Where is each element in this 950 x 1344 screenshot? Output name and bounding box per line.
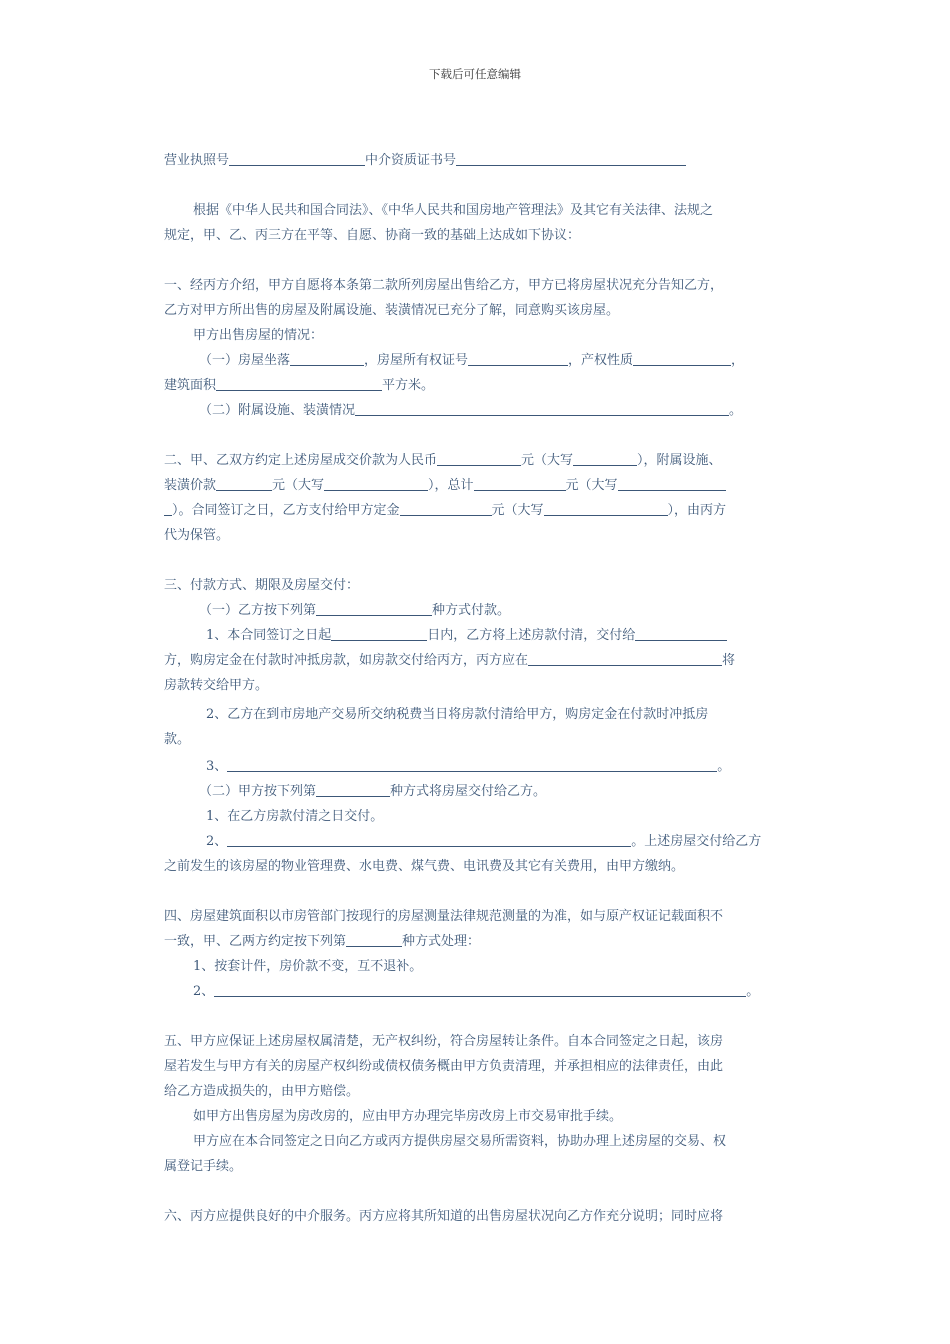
text: 。 [717, 759, 731, 774]
text: （一）房屋坐落 [199, 353, 291, 368]
blank-field[interactable] [468, 351, 568, 366]
paragraph: 2、乙方在到市房地产交易所交纳税费当日将房款付清给甲方，购房定金在付款时冲抵房 [206, 707, 709, 722]
blank-field[interactable] [355, 401, 729, 416]
paragraph: 五、甲方应保证上述房屋权属清楚，无产权纠纷，符合房屋转让条件。自本合同签定之日起，该房 [164, 1034, 724, 1049]
text: 方，购房定金在付款时冲抵房款，如房款交付给丙方，丙方应在 [164, 653, 529, 668]
paragraph: 屋若发生与甲方有关的房屋产权纠纷或债权债务概由甲方负责清理，并承担相应的法律责任，由此 [164, 1059, 724, 1074]
text: 装潢价款 [164, 478, 217, 493]
paragraph [164, 829, 784, 854]
paragraph [164, 348, 784, 373]
blank-field[interactable] [474, 476, 566, 491]
paragraph: 六、丙方应提供良好的中介服务。丙方应将其所知道的出售房屋状况向乙方作充分说明；同时应将 [164, 1209, 724, 1224]
paragraph: 甲方应在本合同签定之日向乙方或丙方提供房屋交易所需资料，协助办理上述房屋的交易、权 [193, 1134, 727, 1149]
paragraph: 房款转交给甲方。 [164, 678, 269, 693]
paragraph: 代为保管。 [164, 528, 230, 543]
paragraph: 根据《中华人民共和国合同法》、《中华人民共和国房地产管理法》及其它有关法律、法规之 [193, 203, 714, 218]
blank-field[interactable] [400, 501, 492, 516]
text: 元（大写 [565, 478, 618, 493]
text: ），总计 [428, 478, 474, 493]
text: ）。合同签订之日，乙方支付给甲方定金 [172, 503, 400, 518]
blank-field[interactable] [216, 476, 272, 491]
text: 将 [722, 653, 736, 668]
blank-field[interactable] [544, 501, 668, 516]
text: 2、 [193, 984, 215, 999]
paragraph [164, 373, 784, 398]
blank-field[interactable] [229, 151, 365, 166]
paragraph: 三、付款方式、期限及房屋交付： [164, 578, 360, 593]
paragraph [164, 929, 784, 954]
paragraph: 规定，甲、乙、丙三方在平等、自愿、协商一致的基础上达成如下协议： [164, 228, 581, 243]
page-header: 下载后可任意编辑 [429, 67, 521, 81]
blank-field[interactable] [346, 932, 402, 947]
text: 元（大写 [272, 478, 325, 493]
text: 日内，乙方将上述房款付清，交付给 [427, 628, 636, 643]
text: 2、 [206, 834, 228, 849]
paragraph [164, 623, 784, 648]
blank-field[interactable] [316, 601, 432, 616]
text: 种方式将房屋交付给乙方。 [390, 784, 547, 799]
paragraph: 如甲方出售房屋为房改房的，应由甲方办理完毕房改房上市交易审批手续。 [193, 1109, 623, 1124]
paragraph [164, 754, 784, 779]
blank-field[interactable] [437, 451, 521, 466]
paragraph [164, 398, 784, 423]
text: 二、甲、乙双方约定上述房屋成交价款为人民币 [164, 453, 438, 468]
paragraph [164, 473, 784, 498]
paragraph: 1、在乙方房款付清之日交付。 [206, 809, 384, 824]
blank-field[interactable] [316, 782, 390, 797]
paragraph: 属登记手续。 [164, 1159, 243, 1174]
paragraph: 一、经丙方介绍，甲方自愿将本条第二款所列房屋出售给乙方，甲方已将房屋状况充分告知乙方， [164, 278, 724, 293]
blank-field[interactable] [331, 626, 427, 641]
paragraph: 乙方对甲方所出售的房屋及附属设施、装潢情况已充分了解，同意购买该房屋。 [164, 303, 620, 318]
text: 建筑面积 [164, 378, 217, 393]
text: 平方米。 [382, 378, 435, 393]
text: （二）附属设施、装潢情况 [199, 403, 356, 418]
text: 种方式处理： [402, 934, 481, 949]
text: 3、 [206, 759, 228, 774]
text: ，产权性质 [568, 353, 634, 368]
text: 中介资质证书号 [365, 153, 457, 168]
blank-field[interactable] [216, 376, 382, 391]
paragraph: 之前发生的该房屋的物业管理费、水电费、煤气费、电讯费及其它有关费用，由甲方缴纳。 [164, 859, 685, 874]
license-line [164, 148, 784, 173]
blank-field[interactable] [164, 501, 172, 516]
blank-field[interactable] [324, 476, 428, 491]
text: 一致，甲、乙两方约定按下列第 [164, 934, 347, 949]
blank-field[interactable] [573, 451, 637, 466]
text: 种方式付款。 [432, 603, 511, 618]
text: ， [731, 353, 745, 368]
paragraph: 四、房屋建筑面积以市房管部门按现行的房屋测量法律规范测量的为准，如与原产权证记载面积不 [164, 909, 724, 924]
text: 元（大写 [521, 453, 574, 468]
blank-field[interactable] [456, 151, 686, 166]
blank-field[interactable] [635, 626, 727, 641]
blank-field[interactable] [227, 757, 717, 772]
text: ），附属设施、 [637, 453, 722, 468]
paragraph [164, 498, 784, 523]
blank-field[interactable] [633, 351, 731, 366]
paragraph [164, 979, 784, 1004]
text: ，房屋所有权证号 [364, 353, 469, 368]
paragraph [164, 448, 784, 473]
text: 。上述房屋交付给乙方 [631, 834, 762, 849]
paragraph [164, 648, 784, 673]
contract-body [164, 148, 784, 1229]
blank-field[interactable] [214, 982, 746, 997]
text: 1、本合同签订之日起 [206, 628, 332, 643]
text: （一）乙方按下列第 [199, 603, 317, 618]
text: 。 [746, 984, 760, 999]
text: （二）甲方按下列第 [199, 784, 317, 799]
text: 。 [729, 403, 743, 418]
text: 元（大写 [491, 503, 544, 518]
blank-field[interactable] [227, 832, 631, 847]
paragraph: 给乙方造成损失的，由甲方赔偿。 [164, 1084, 360, 1099]
blank-field[interactable] [290, 351, 364, 366]
paragraph: 款。 [164, 732, 191, 747]
paragraph: 1、按套计件，房价款不变，互不退补。 [193, 959, 423, 974]
blank-field[interactable] [528, 651, 722, 666]
paragraph [164, 598, 784, 623]
text: 营业执照号 [164, 153, 230, 168]
paragraph [164, 779, 784, 804]
blank-field[interactable] [618, 476, 726, 491]
text: ），由丙方 [667, 503, 727, 518]
paragraph: 甲方出售房屋的情况： [193, 328, 324, 343]
